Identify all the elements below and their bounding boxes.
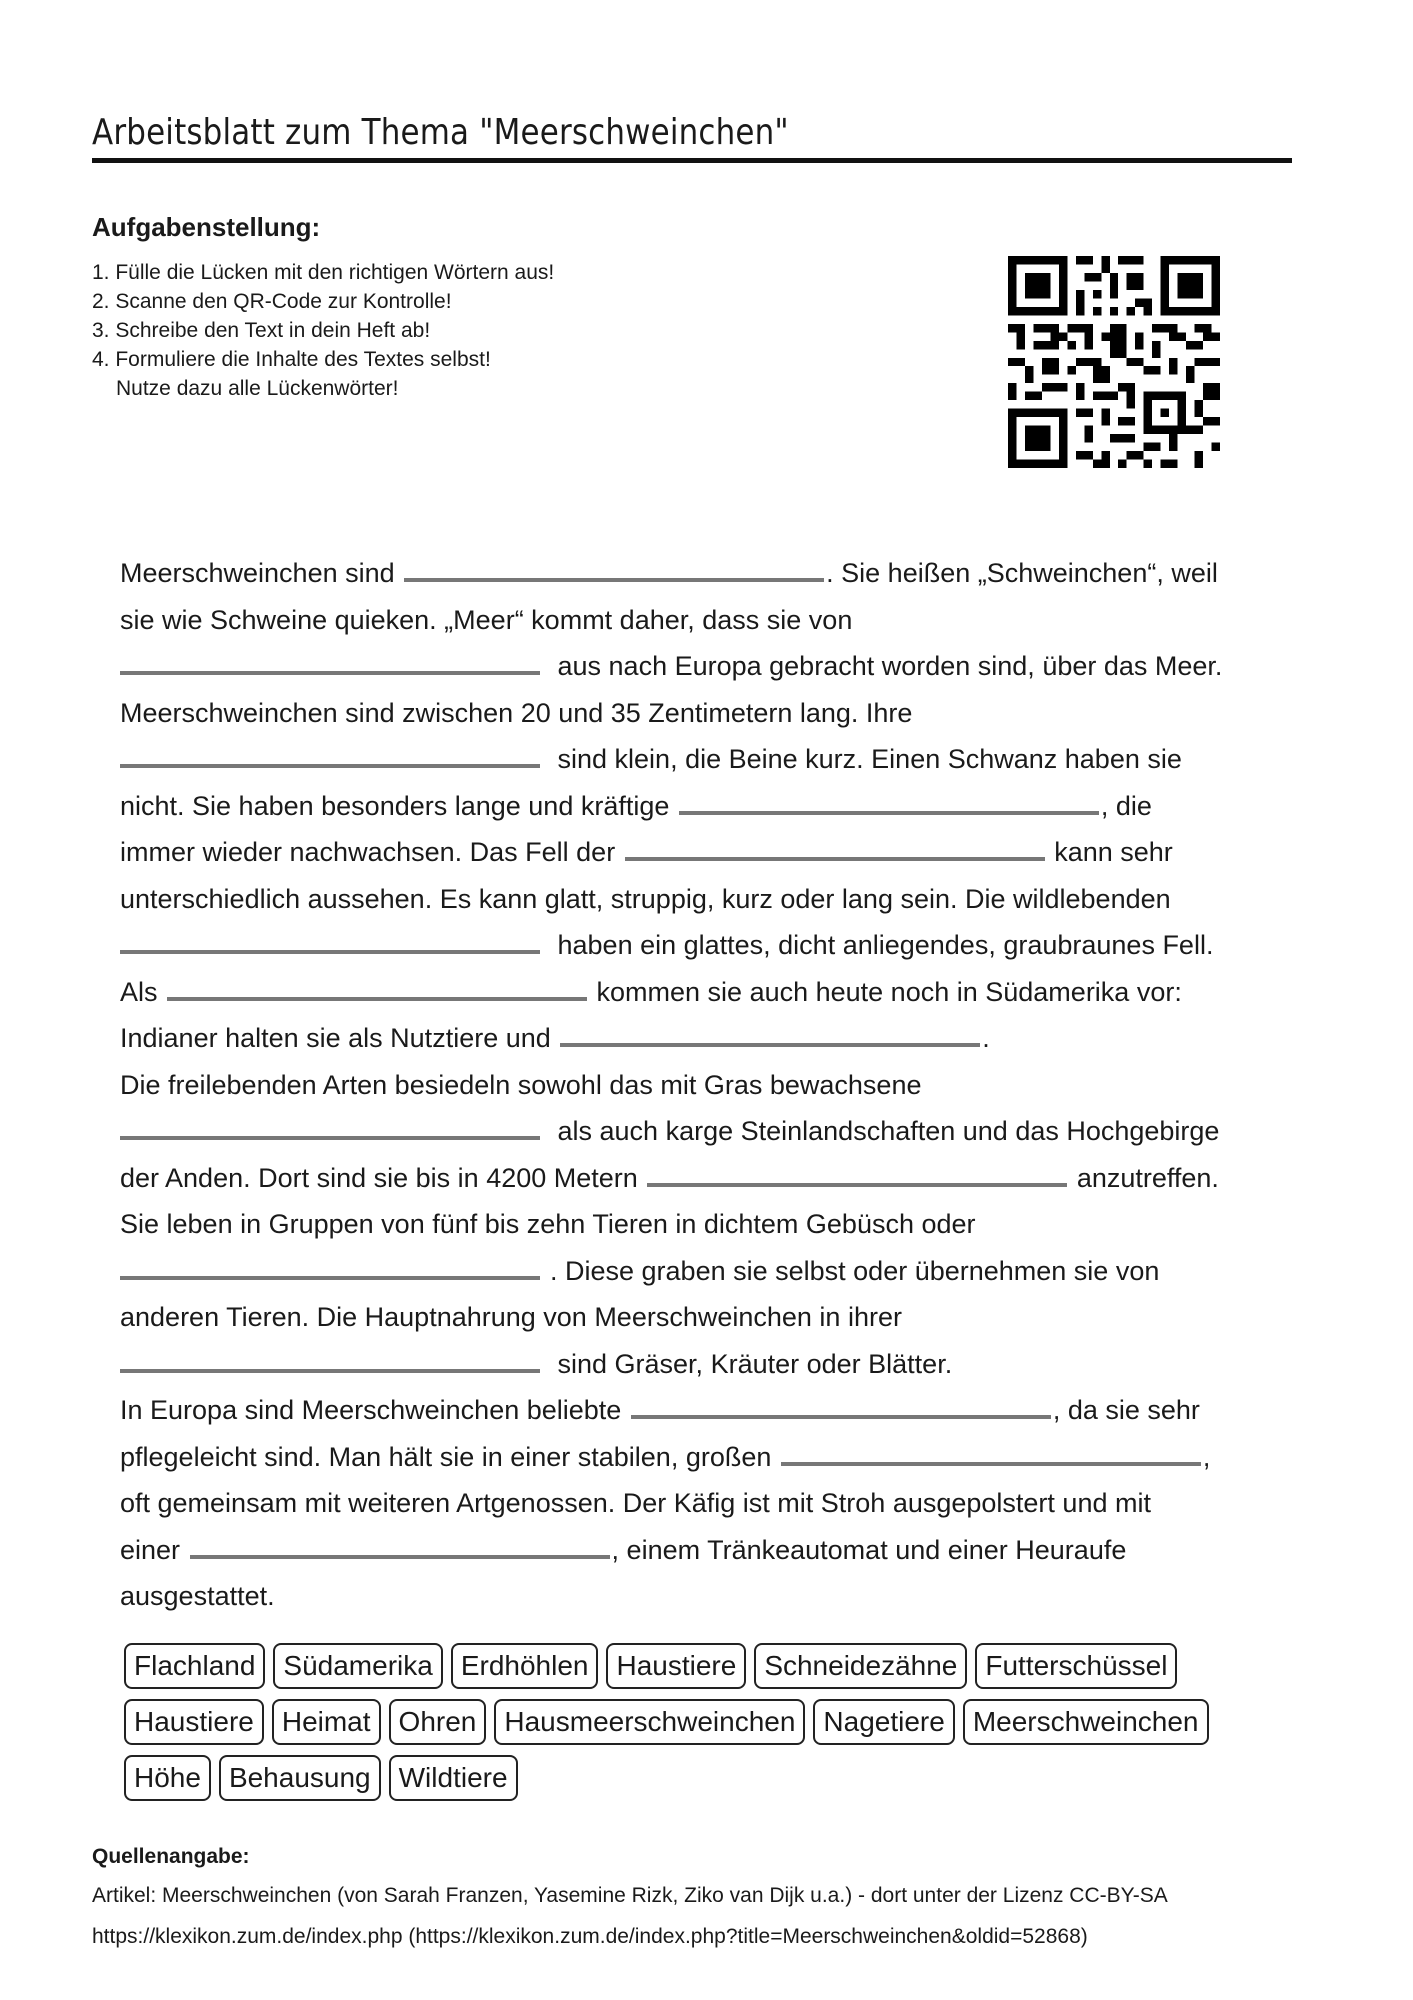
word-chip[interactable]: Meerschweinchen: [963, 1699, 1209, 1745]
text-line: [120, 925, 1280, 972]
text-segment: nicht. Sie haben besonders lange und kräftige: [120, 790, 677, 821]
text-segment: , die: [1100, 790, 1152, 821]
text-line: [120, 553, 1280, 600]
fill-in-blank[interactable]: [167, 975, 587, 1001]
fill-in-blank[interactable]: [120, 649, 540, 675]
word-chip[interactable]: Erdhöhlen: [451, 1643, 599, 1689]
text-line: [120, 1204, 1280, 1251]
fill-in-blank[interactable]: [120, 742, 540, 768]
text-segment: anzutreffen.: [1069, 1162, 1219, 1193]
text-line: [120, 1251, 1280, 1298]
text-segment: In Europa sind Meerschweinchen beliebte: [120, 1395, 629, 1425]
word-chip[interactable]: Nagetiere: [813, 1699, 954, 1745]
text-segment: Sie leben in Gruppen von fünf bis zehn Tieren in dichtem Gebüsch oder: [120, 1209, 976, 1239]
text-segment: haben ein glattes, dicht anliegendes, graubraunes Fell.: [550, 930, 1214, 960]
word-chip[interactable]: Hausmeerschweinchen: [494, 1699, 805, 1745]
text-segment: Meerschweinchen sind: [120, 558, 403, 588]
text-segment: aus nach Europa gebracht worden sind, über das Meer.: [550, 651, 1223, 681]
text-line: [120, 600, 1280, 647]
text-segment: immer wieder nachwachsen. Das Fell der: [120, 837, 623, 867]
text-segment: ,: [1202, 1441, 1211, 1472]
task-item: Nutze dazu alle Lückenwörter!: [116, 377, 399, 400]
word-chip[interactable]: Flachland: [124, 1643, 265, 1689]
word-chip[interactable]: Ohren: [389, 1699, 487, 1745]
word-chip[interactable]: Futterschüssel: [975, 1643, 1177, 1689]
text-line: [120, 1576, 1280, 1623]
task-item: 1. Fülle die Lücken mit den richtigen Wörtern aus!: [92, 261, 555, 284]
text-segment: Die freilebenden Arten besiedeln sowohl das mit Gras bewachsene: [120, 1069, 922, 1100]
text-segment: oft gemeinsam mit weiteren Artgenossen. Der Käfig ist mit Stroh ausgepolstert und mit: [120, 1488, 1151, 1518]
text-segment: Als: [120, 976, 166, 1007]
text-segment: . Diese graben sie selbst oder übernehmen sie von: [550, 1255, 1160, 1286]
qr-code-icon[interactable]: [1008, 256, 1220, 468]
word-chip[interactable]: Höhe: [124, 1755, 211, 1801]
text-segment: sind klein, die Beine kurz. Einen Schwanz haben sie: [550, 744, 1182, 774]
word-chip[interactable]: Wildtiere: [389, 1755, 518, 1801]
source-heading: Quellenangabe:: [92, 1845, 250, 1868]
text-segment: , einem Tränkeautomat und einer Heuraufe: [611, 1534, 1127, 1565]
word-bank-row: [124, 1755, 1274, 1801]
fill-in-blank[interactable]: [120, 1347, 540, 1373]
fill-in-blank[interactable]: [625, 835, 1045, 861]
page-title: Arbeitsblatt zum Thema "Meerschweinchen": [92, 112, 789, 153]
fill-in-blank[interactable]: [120, 928, 540, 954]
text-segment: einer: [120, 1534, 188, 1565]
fill-in-blank[interactable]: [120, 1254, 540, 1280]
fill-in-blank[interactable]: [120, 1114, 540, 1140]
text-line: [120, 1483, 1280, 1530]
text-line: [120, 1390, 1280, 1437]
task-item: 2. Scanne den QR-Code zur Kontrolle!: [92, 290, 452, 313]
text-line: [120, 972, 1280, 1019]
text-line: [120, 646, 1280, 693]
task-item: 4. Formuliere die Inhalte des Textes selbst!: [92, 348, 491, 371]
word-chip[interactable]: Schneidezähne: [754, 1643, 967, 1689]
fill-in-blank[interactable]: [560, 1021, 980, 1047]
title-divider: [92, 158, 1292, 163]
text-line: [120, 693, 1280, 740]
cloze-text: [120, 553, 1280, 1623]
text-line: [120, 1018, 1280, 1065]
text-segment: kann sehr: [1046, 837, 1173, 867]
text-segment: , da sie sehr: [1052, 1395, 1200, 1425]
fill-in-blank[interactable]: [781, 1440, 1201, 1466]
text-segment: Meerschweinchen sind zwischen 20 und 35 Zentimetern lang. Ihre: [120, 697, 913, 728]
fill-in-blank[interactable]: [679, 789, 1099, 815]
text-segment: sind Gräser, Kräuter oder Blätter.: [550, 1348, 953, 1379]
task-list: [92, 258, 554, 403]
text-segment: kommen sie auch heute noch in Südamerika vor:: [589, 976, 1182, 1007]
fill-in-blank[interactable]: [404, 556, 824, 582]
text-line: [120, 1344, 1280, 1391]
word-chip[interactable]: Haustiere: [124, 1699, 264, 1745]
text-segment: Indianer halten sie als Nutztiere und: [120, 1023, 559, 1053]
text-line: [120, 1065, 1280, 1112]
word-bank-row: [124, 1643, 1274, 1689]
text-line: [120, 832, 1280, 879]
word-bank-row: [124, 1699, 1274, 1745]
task-item: 3. Schreibe den Text in dein Heft ab!: [92, 319, 431, 342]
text-segment: pflegeleicht sind. Man hält sie in einer stabilen, großen: [120, 1441, 779, 1472]
text-line: [120, 739, 1280, 786]
word-chip[interactable]: Behausung: [219, 1755, 381, 1801]
source-url: https://klexikon.zum.de/index.php (https://klexikon.zum.de/index.php?title=Meerschweinchen&oldid=52868): [92, 1925, 1088, 1948]
text-segment: als auch karge Steinlandschaften und das Hochgebirge: [550, 1116, 1220, 1146]
text-line: [120, 879, 1280, 926]
task-heading: Aufgabenstellung:: [92, 212, 321, 242]
text-segment: . Sie heißen „Schweinchen“, weil: [826, 558, 1218, 588]
text-segment: ausgestattet.: [120, 1581, 275, 1611]
text-line: [120, 1111, 1280, 1158]
text-line: [120, 1530, 1280, 1577]
text-segment: sie wie Schweine quieken. „Meer“ kommt daher, dass sie von: [120, 604, 853, 635]
text-segment: anderen Tieren. Die Hauptnahrung von Meerschweinchen in ihrer: [120, 1302, 902, 1332]
fill-in-blank[interactable]: [647, 1161, 1067, 1187]
fill-in-blank[interactable]: [631, 1393, 1051, 1419]
text-segment: unterschiedlich aussehen. Es kann glatt, struppig, kurz oder lang sein. Die wildlebenden: [120, 883, 1171, 914]
text-line: [120, 786, 1280, 833]
text-segment: der Anden. Dort sind sie bis in 4200 Metern: [120, 1162, 646, 1193]
text-line: [120, 1297, 1280, 1344]
word-chip[interactable]: Heimat: [272, 1699, 381, 1745]
word-chip[interactable]: Haustiere: [606, 1643, 746, 1689]
text-segment: .: [982, 1023, 990, 1053]
source-article: Artikel: Meerschweinchen (von Sarah Franzen, Yasemine Rizk, Ziko van Dijk u.a.) - dort unter der Lizenz CC-BY-SA: [92, 1884, 1168, 1907]
text-line: [120, 1437, 1280, 1484]
word-bank: [124, 1643, 1274, 1811]
word-chip[interactable]: Südamerika: [273, 1643, 442, 1689]
text-line: [120, 1158, 1280, 1205]
fill-in-blank[interactable]: [190, 1533, 610, 1559]
